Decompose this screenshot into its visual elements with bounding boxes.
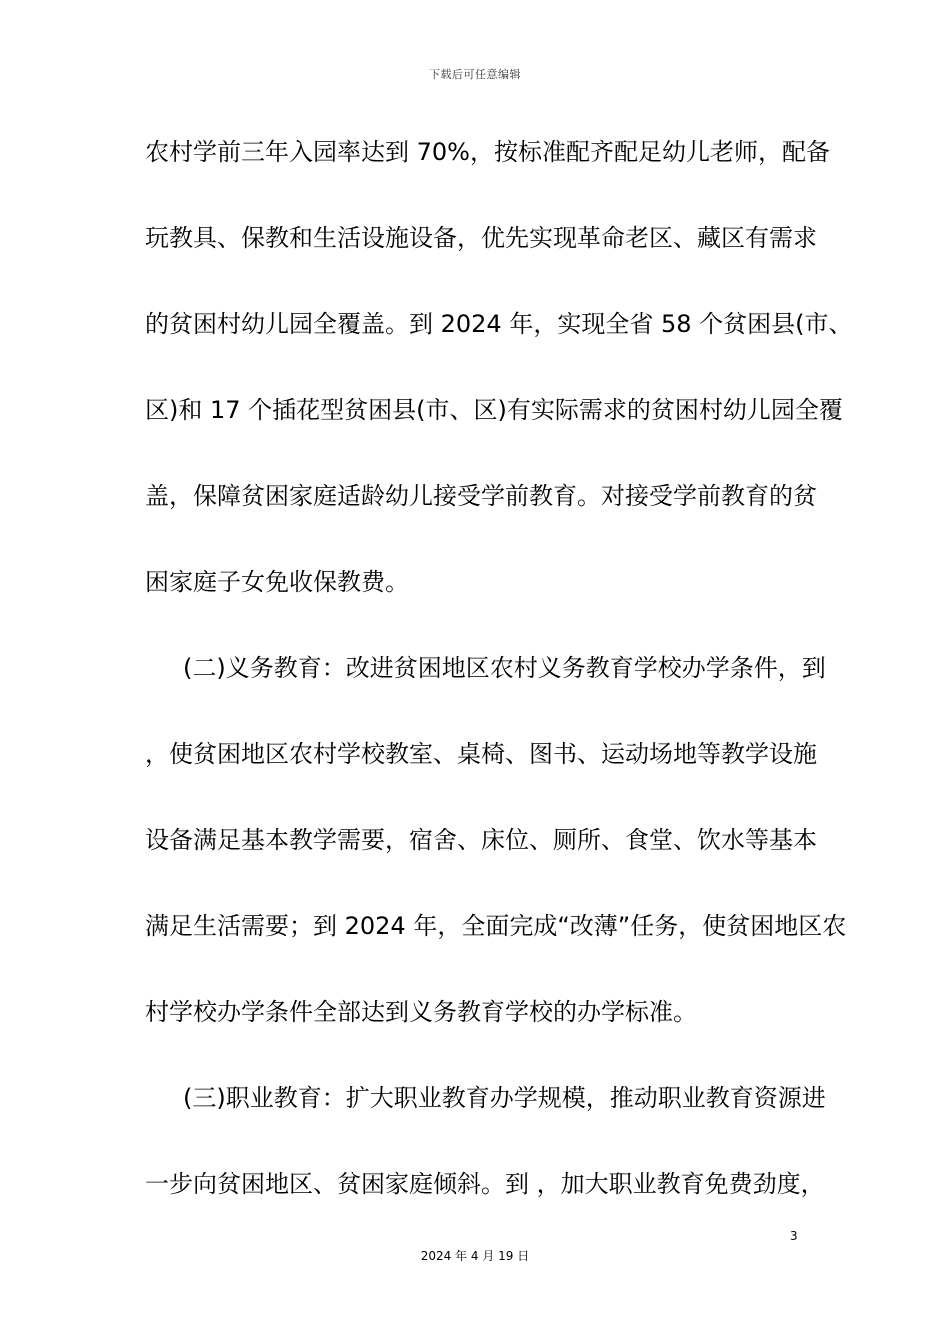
paragraph-line-6: 困家庭子女免收保教费。 — [145, 568, 409, 596]
paragraph-line-13: 一步向贫困地区、贫困家庭倾斜。到 ，加大职业教育免费劲度， — [145, 1170, 825, 1198]
paragraph-line-8: ，使贫困地区农村学校教室、桌椅、图书、运动场地等教学设施 — [145, 740, 817, 768]
paragraph-line-10: 满足生活需要；到 2024 年，全面完成“改薄”任务，使贫困地区农 — [145, 912, 847, 940]
paragraph-line-5: 盖，保障贫困家庭适龄幼儿接受学前教育。对接受学前教育的贫 — [145, 482, 817, 510]
page-number: 3 — [790, 1229, 798, 1243]
paragraph-line-4: 区)和 17 个插花型贫困县(市、区)有实际需求的贫困村幼儿园全覆 — [145, 396, 843, 424]
page-header-note: 下载后可任意编辑 — [429, 68, 521, 81]
footer-date: 2024 年 4 月 19 日 — [420, 1249, 530, 1263]
paragraph-line-12: (三)职业教育：扩大职业教育办学规模，推动职业教育资源进 — [183, 1084, 826, 1112]
paragraph-line-11: 村学校办学条件全部达到义务教育学校的办学标准。 — [145, 998, 697, 1026]
paragraph-line-2: 玩教具、保教和生活设施设备，优先实现革命老区、藏区有需求 — [145, 224, 817, 252]
body-text — [145, 128, 853, 1246]
paragraph-line-9: 设备满足基本教学需要，宿舍、床位、厕所、食堂、饮水等基本 — [145, 826, 817, 854]
paragraph-line-7: (二)义务教育：改进贫困地区农村义务教育学校办学条件，到 — [183, 654, 826, 682]
paragraph-line-1: 农村学前三年入园率达到 70%，按标准配齐配足幼儿老师，配备 — [145, 138, 830, 166]
paragraph-line-3: 的贫困村幼儿园全覆盖。到 2024 年，实现全省 58 个贫困县(市、 — [145, 310, 853, 338]
